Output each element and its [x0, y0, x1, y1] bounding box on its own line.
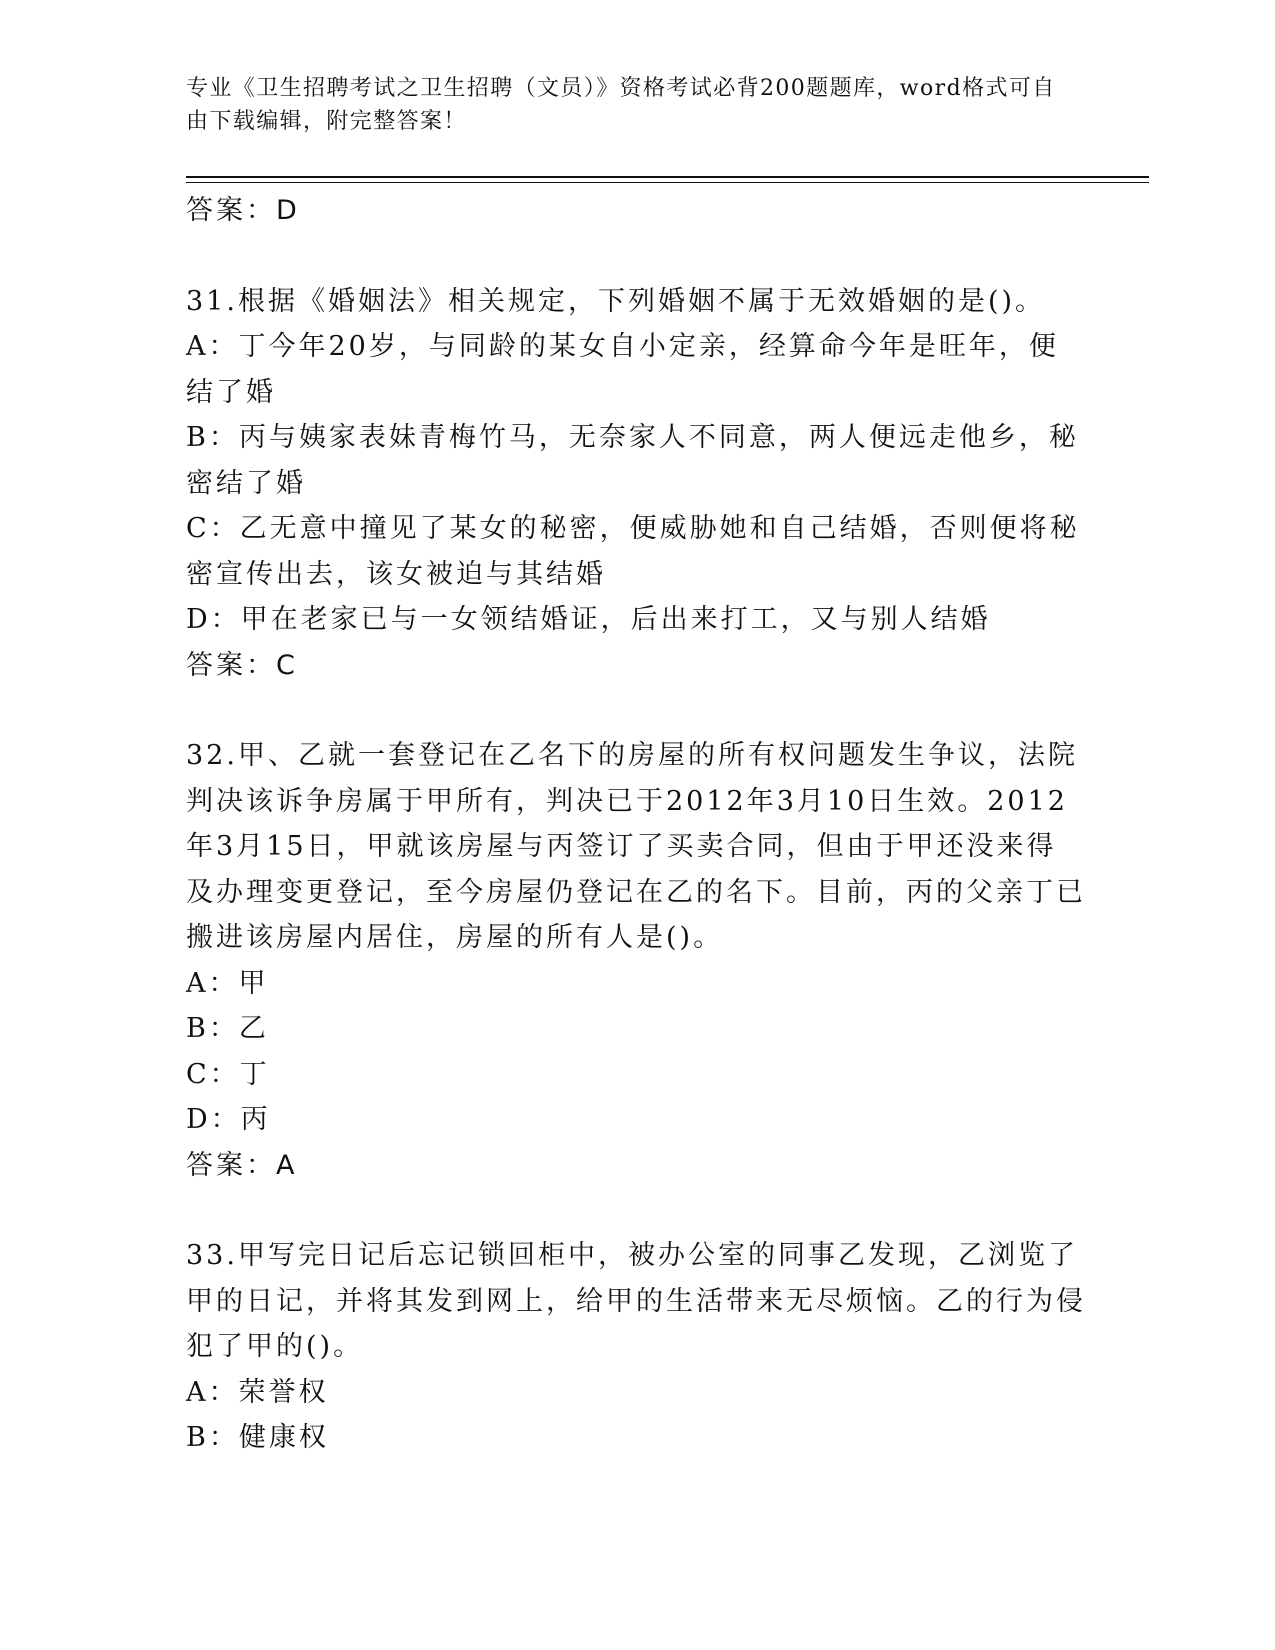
answer-label: 答案：C: [186, 649, 298, 681]
document-body: [186, 188, 1086, 1461]
question-stem: 31.根据《婚姻法》相关规定，下列婚姻不属于无效婚姻的是()。: [186, 285, 1046, 317]
option-c: C：乙无意中撞见了某女的秘密，便威胁她和自己结婚，否则便将秘密宣传出去，该女被迫与其结婚: [186, 513, 1080, 590]
option-d: D：丙: [186, 1104, 271, 1135]
option-b: B：乙: [186, 1013, 269, 1044]
option-a: A：甲: [186, 967, 269, 999]
question-block-31: [186, 279, 1086, 689]
option-b: B：丙与姨家表妹青梅竹马，无奈家人不同意，两人便远走他乡，秘密结了婚: [186, 422, 1079, 499]
answer-label: 答案：D: [186, 195, 300, 226]
option-b: B：健康权: [186, 1422, 329, 1453]
question-block-32: [186, 733, 1086, 1188]
page-header: 专业《卫生招聘考试之卫生招聘（文员）》资格考试必背200题题库，word格式可自由下载编辑，附完整答案！: [186, 76, 1056, 134]
header-divider-thin: [186, 182, 1149, 183]
answer-label: 答案：A: [186, 1149, 298, 1181]
question-stem: 33.甲写完日记后忘记锁回柜中，被办公室的同事乙发现，乙浏览了甲的日记，并将其发到网上，给甲的生活带来无尽烦恼。乙的行为侵犯了甲的()。: [186, 1240, 1086, 1362]
header-divider-thick: [186, 176, 1149, 178]
question-stem: 32.甲、乙就一套登记在乙名下的房屋的所有权问题发生争议，法院判决该诉争房属于甲所有，判决已于2012年3月10日生效。2012年3月15日，甲就该房屋与丙签订了买卖合同，但由于甲还没来得及办理变更登记，至今房屋仍登记在乙的名下。目前，丙的父亲丁已搬进该房屋内居住，房屋的所有人是()。: [186, 740, 1086, 953]
option-c: C：丁: [186, 1058, 270, 1090]
option-a: A：丁今年20岁，与同龄的某女自小定亲，经算命今年是旺年，便结了婚: [186, 331, 1059, 408]
option-d: D：甲在老家已与一女领结婚证，后出来打工，又与别人结婚: [186, 604, 991, 635]
option-a: A：荣誉权: [186, 1376, 329, 1408]
question-block-33: [186, 1233, 1086, 1461]
